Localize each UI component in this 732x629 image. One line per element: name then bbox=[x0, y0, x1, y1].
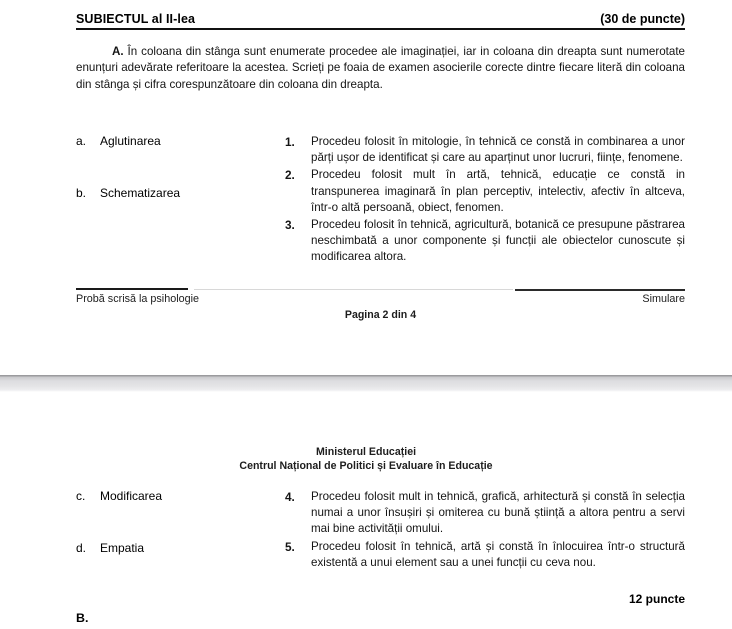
left-column-top bbox=[76, 134, 276, 238]
list-item bbox=[285, 167, 685, 216]
right-column-top bbox=[285, 134, 685, 267]
item-label: Aglutinarea bbox=[100, 134, 161, 148]
item-marker: 3. bbox=[285, 218, 295, 233]
right-column-bottom bbox=[285, 489, 685, 572]
item-marker: 1. bbox=[285, 135, 295, 149]
item-label: Modificarea bbox=[100, 489, 163, 503]
section-b-marker: B. bbox=[76, 611, 89, 625]
left-column-bottom bbox=[76, 489, 276, 593]
item-text: Procedeu folosit mult în artă, tehnică, educație ce constă in transpunerea imaginară în plan perceptiv, intelectiv, afectiv în altceva, într-o altă persoană, obiect, fenomen. bbox=[311, 168, 685, 214]
ministry-line-1: Ministerul Educației bbox=[315, 446, 417, 458]
ministry-header bbox=[0, 446, 732, 473]
item-marker: 5. bbox=[285, 539, 295, 554]
list-item bbox=[76, 541, 276, 563]
intro-marker: A. bbox=[112, 45, 124, 58]
page-footer bbox=[76, 288, 685, 322]
list-item bbox=[76, 489, 276, 511]
footer-session-label: Simulare bbox=[642, 293, 685, 305]
item-text: Procedeu folosit în mitologie, în tehnică ce constă in combinarea a unor părți ușor de identificat și care au aparținut unor lucruri, ființe, fenomene. bbox=[311, 135, 685, 165]
item-marker: c. bbox=[76, 489, 86, 503]
list-item bbox=[285, 217, 685, 266]
list-item bbox=[76, 134, 276, 156]
footer-rule-mid bbox=[194, 289, 513, 290]
list-item bbox=[285, 134, 685, 166]
subject-header bbox=[76, 12, 685, 29]
footer-page-number: Pagina 2 din 4 bbox=[344, 309, 417, 321]
footer-rule-right bbox=[515, 289, 685, 291]
item-text: Procedeu folosit în tehnică, agricultură, botanică ce presupune păstrarea neschimbată a unor componente și funcții ale obiectelor cunoscute și modificarea altora. bbox=[311, 218, 685, 264]
footer-exam-label: Probă scrisă la psihologie bbox=[76, 293, 200, 305]
points-note: 12 puncte bbox=[628, 592, 685, 606]
item-marker: 2. bbox=[285, 168, 295, 183]
item-label: Empatia bbox=[100, 541, 145, 555]
list-item bbox=[285, 489, 685, 538]
item-marker: b. bbox=[76, 186, 87, 200]
item-label: Schematizarea bbox=[100, 186, 181, 200]
subject-header-rule bbox=[76, 28, 685, 30]
item-marker: a. bbox=[76, 134, 87, 148]
subject-title: SUBIECTUL al II-lea bbox=[76, 12, 196, 26]
intro-paragraph bbox=[76, 44, 685, 93]
list-item bbox=[285, 539, 685, 571]
intro-text: În coloana din stânga sunt enumerate procedee ale imaginației, iar in coloana din dreapta sunt numerotate enunțuri adevărate referitoare la acestea. Scrieți pe foaia de examen asocierile corecte dintre fiecare literă din coloana din stânga și cifra corespunzătoare din coloana din dreapta. bbox=[76, 45, 685, 91]
page-separator-band bbox=[0, 375, 732, 392]
item-marker: 4. bbox=[285, 490, 295, 504]
subject-points-label: (30 de puncte) bbox=[600, 12, 685, 26]
footer-rule-left bbox=[76, 288, 188, 290]
item-text: Procedeu folosit mult in tehnică, grafică, arhitectură și constă în selecția numai a unor însușiri și omiterea cu bună știință a altora pentru a servi mai bine activității omului. bbox=[311, 490, 685, 536]
list-item bbox=[76, 186, 276, 208]
item-marker: d. bbox=[76, 541, 87, 555]
item-text: Procedeu folosit în tehnică, artă și constă în înlocuirea într-o structură existentă a unui element sau a unei funcții cu ceva nou. bbox=[311, 539, 685, 569]
ministry-line-2: Centrul Național de Politici și Evaluare în Educație bbox=[239, 459, 493, 472]
